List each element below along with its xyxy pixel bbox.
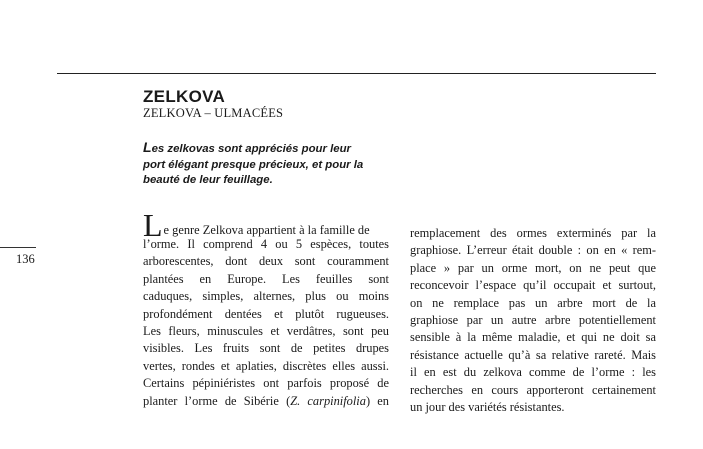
page-subtitle: ZELKOVA – ULMACÉES (143, 106, 284, 120)
body-line: il en est du zelkova comme de l’orme : les (410, 365, 656, 380)
body-line: reconcevoir l’espace qu’il occupait et surtout, (410, 278, 656, 293)
intro-line (143, 140, 403, 158)
body-line: Certains pépiniéristes ont parfois proposé de (143, 376, 389, 391)
intro-lead-letter: L (143, 139, 152, 155)
body-line: on ne remplace pas un arbre mort de la (410, 295, 656, 310)
top-rule (57, 73, 656, 74)
body-line-text: planter l’orme de Sibérie ( (143, 393, 291, 408)
body-line: résistance actuelle qu’à sa relative rareté. Mais (410, 347, 656, 362)
page-number: 136 (16, 252, 35, 266)
body-line-text: ) en (365, 393, 389, 408)
body-line: arborescentes, dont deux sont couramment (143, 254, 389, 269)
body-line: l’orme. Il comprend 4 ou 5 espèces, toutes (143, 237, 389, 251)
body-line: visibles. Les fruits sont de petites drupes (143, 341, 389, 356)
body-line: Les fleurs, minuscules et verdâtres, sont peu (143, 323, 389, 338)
body-column-right (410, 225, 656, 416)
body-line: place » par un orme mort, on ne peut que (410, 260, 656, 275)
body-line-text: e genre Zelkova appartient à la famille de (163, 223, 370, 237)
body-column-left (143, 207, 389, 410)
species-name: Z. carpinifolia (290, 393, 366, 408)
page-title: ZELKOVA (143, 87, 226, 106)
body-line: graphiose. L’erreur était double : on en « rem- (410, 243, 656, 258)
body-line: un jour des variétés résistantes. (410, 399, 565, 414)
body-line: recherches en cours apporteront certainement (410, 382, 656, 397)
intro-line: port élégant presque précieux, et pour la (143, 158, 364, 171)
body-line: vertes, rondes et aplaties, discrètes elles aussi. (143, 358, 389, 373)
body-line: graphiose par un autre arbre potentiellement (410, 312, 656, 327)
body-line: profondément dentées et plutôt rugueuses. (143, 306, 389, 321)
body-line: sensible à la même maladie, et qui ne doit sa (410, 330, 656, 345)
body-line: remplacement des ormes exterminés par la (410, 226, 656, 240)
page-number-rule (0, 247, 36, 248)
body-line: caduques, simples, alternes, plus ou moins (143, 289, 389, 304)
body-line: plantées en Europe. Les feuilles sont (143, 271, 389, 286)
intro-line: beauté de leur feuillage. (143, 174, 273, 187)
body-line (143, 393, 389, 410)
intro-paragraph (143, 140, 403, 189)
intro-line-text: es zelkovas sont appréciés pour leur (151, 143, 351, 155)
drop-cap: L (143, 207, 163, 243)
body-line (143, 207, 389, 243)
